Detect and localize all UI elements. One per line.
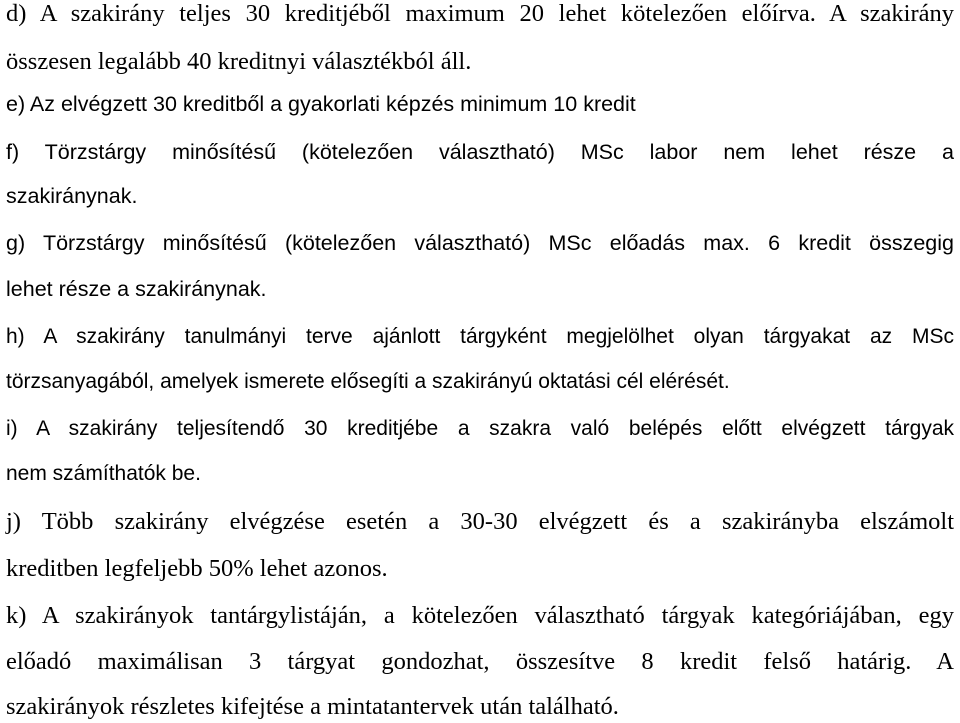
- item-k-line-2: előadó maximálisan 3 tárgyat gondozhat, összesítve 8 kredit felső határig. A: [6, 648, 954, 675]
- item-k-line-3: szakirányok részletes kifejtése a mintatantervek után található.: [6, 693, 619, 720]
- item-d-line-1: d) A szakirány teljes 30 kreditjéből maximum 20 lehet kötelezően előírva. A szakirány: [6, 0, 954, 27]
- item-d-line-2: összesen legalább 40 kreditnyi választékból áll.: [6, 48, 472, 75]
- item-e-line-1: e) Az elvégzett 30 kreditből a gyakorlati képzés minimum 10 kredit: [6, 92, 636, 116]
- item-i-line-2: nem számíthatók be.: [6, 462, 201, 485]
- item-f-line-2: szakiránynak.: [6, 184, 138, 208]
- item-j-line-1: j) Több szakirány elvégzése esetén a 30-30 elvégzett és a szakirányba elszámolt: [6, 508, 954, 535]
- item-f-line-1: f) Törzstárgy minősítésű (kötelezően választható) MSc labor nem lehet része a: [6, 140, 954, 164]
- item-h-line-2: törzsanyagából, amelyek ismerete elősegíti a szakirányú oktatási cél elérését.: [6, 370, 730, 393]
- item-g-line-1: g) Törzstárgy minősítésű (kötelezően választható) MSc előadás max. 6 kredit összegig: [6, 231, 954, 255]
- item-k-line-1: k) A szakirányok tantárgylistáján, a kötelezően választható tárgyak kategóriájában, egy: [6, 602, 954, 629]
- item-g-line-2: lehet része a szakiránynak.: [6, 277, 267, 301]
- item-i-line-1: i) A szakirány teljesítendő 30 kreditjébe a szakra való belépés előtt elvégzett tárgyak: [6, 417, 954, 440]
- item-h-line-1: h) A szakirány tanulmányi terve ajánlott tárgyként megjelölhet olyan tárgyakat az MSc: [6, 325, 954, 348]
- item-j-line-2: kreditben legfeljebb 50% lehet azonos.: [6, 555, 388, 582]
